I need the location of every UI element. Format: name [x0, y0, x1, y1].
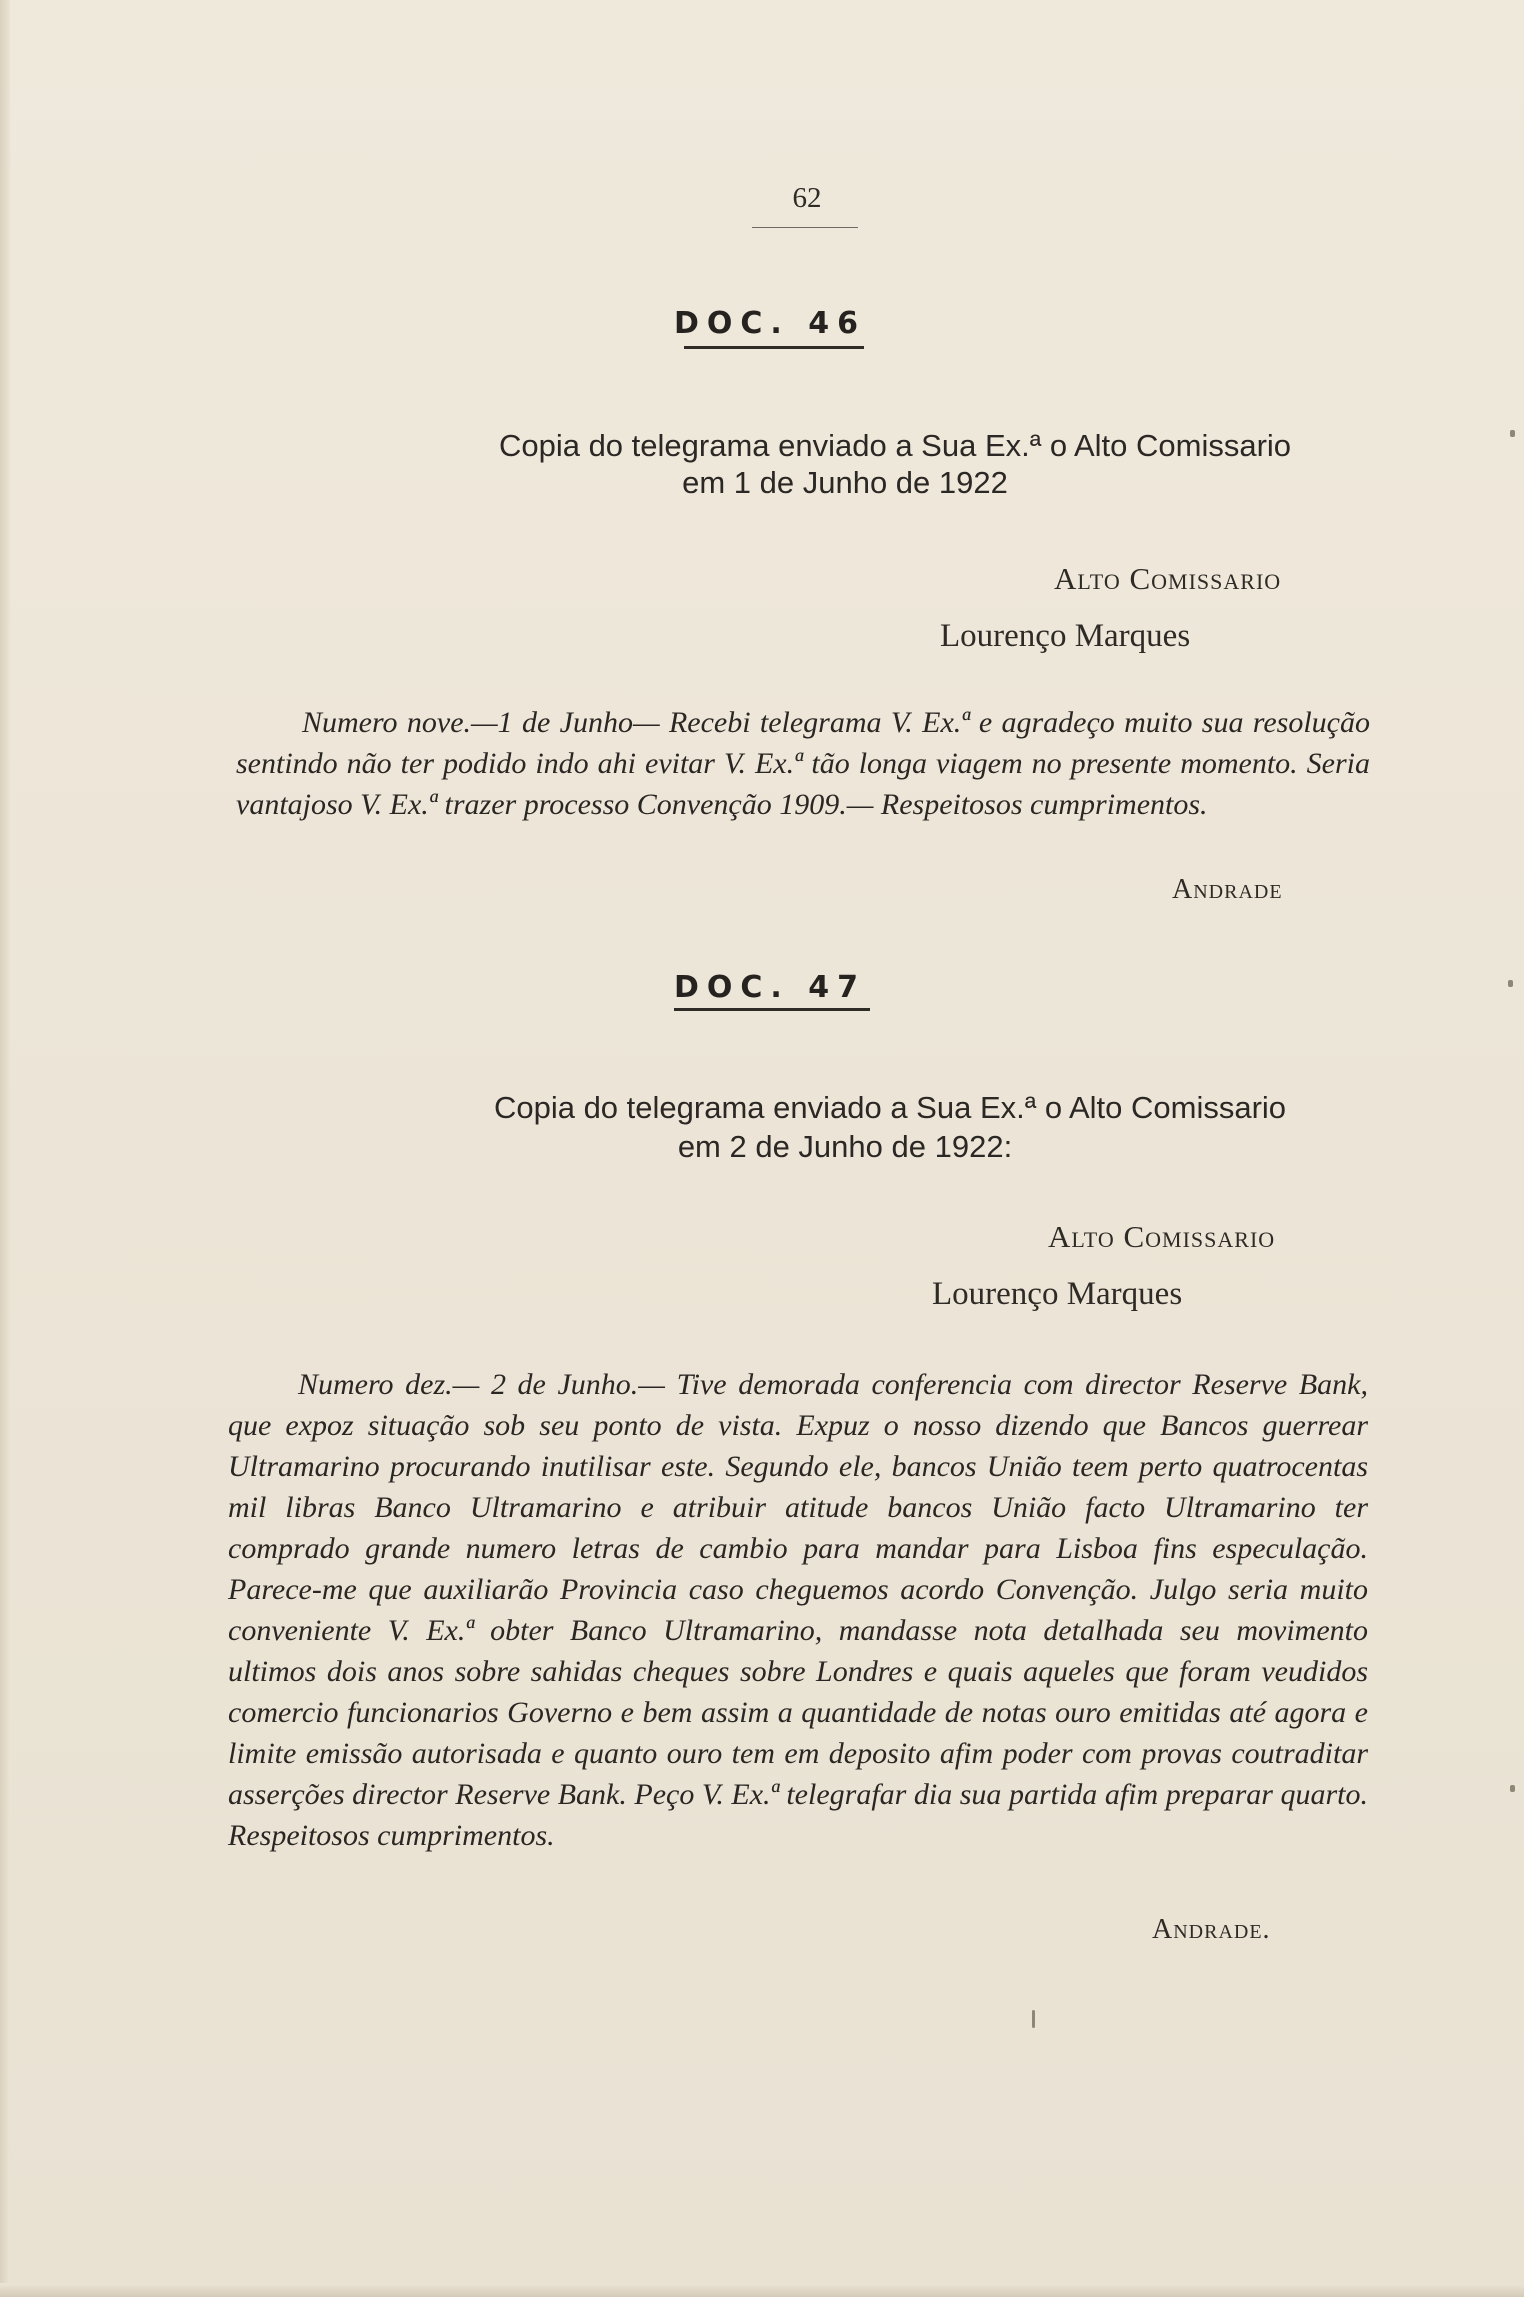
- doc-46-heading: DOC. 46: [673, 306, 866, 341]
- doc-46-telegram-body: Numero nove.—1 de Junho— Recebi telegrama V. Ex.ª e agradeço muito sua resolução sentindo não ter podido indo ahi evitar V. Ex.ª tão longa viagem no presente momento. Seria vantajoso V. Ex.ª trazer processo Convenção 1909.— Respeitosos cumprimentos.: [236, 706, 1370, 821]
- page-edge-bottom: [0, 2283, 1524, 2297]
- doc-46-heading-rule: [684, 346, 864, 349]
- paper-speck: [1508, 980, 1513, 987]
- paper-speck: [1032, 2010, 1035, 2028]
- doc-46-place: Lourenço Marques: [940, 618, 1191, 654]
- doc-47-intro-line-1: Copia do telegrama enviado a Sua Ex.ª o Alto Comissario: [493, 1090, 1287, 1125]
- doc-46-addressee: Alto Comissario: [1054, 561, 1282, 596]
- page-number: 62: [792, 182, 822, 214]
- doc-47-place: Lourenço Marques: [932, 1276, 1183, 1312]
- doc-46-signature: Andrade: [1172, 874, 1283, 905]
- page-edge-left: [0, 0, 10, 2297]
- page-number-underline: [752, 227, 858, 228]
- doc-46-intro-line-1: Copia do telegrama enviado a Sua Ex.ª o Alto Comissario: [498, 428, 1292, 463]
- paper-speck: [1510, 1785, 1515, 1792]
- doc-47-signature: Andrade.: [1152, 1914, 1271, 1945]
- paper-speck: [1510, 430, 1515, 437]
- doc-47-addressee: Alto Comissario: [1048, 1219, 1276, 1254]
- doc-47-intro-line-2: em 2 de Junho de 1922:: [677, 1129, 1013, 1164]
- doc-47-heading: DOC. 47: [673, 970, 866, 1005]
- doc-47-heading-rule: [674, 1008, 870, 1011]
- doc-47-telegram-body: Numero dez.— 2 de Junho.— Tive demorada conferencia com director Reserve Bank, que expoz situação sob seu ponto de vista. Expuz o nosso dizendo que Bancos guerrear Ultramarino procurando inutilisar este. Segundo ele, bancos União teem perto quatrocentas mil libras Banco Ultramarino e atribuir atitude bancos União facto Ultramarino ter comprado grande numero letras de cambio para mandar para Lisboa fins especulação. Parece-me que auxiliarão Provincia caso cheguemos acordo Convenção. Julgo seria muito conveniente V. Ex.ª obter Banco Ultramarino, mandasse nota detalhada seu movimento ultimos dois anos sobre sahidas cheques sobre Londres e quais aqueles que foram veudidos comercio funcionarios Governo e bem assim a quantidade de notas ouro emitidas até agora e limite emissão autorisada e quanto ouro tem em deposito afim poder com provas coutraditar asserções director Reserve Bank. Peço V. Ex.ª telegrafar dia sua partida afim preparar quarto. Respeitosos cumprimentos.: [228, 1368, 1368, 1852]
- doc-46-intro-line-2: em 1 de Junho de 1922: [682, 465, 1008, 500]
